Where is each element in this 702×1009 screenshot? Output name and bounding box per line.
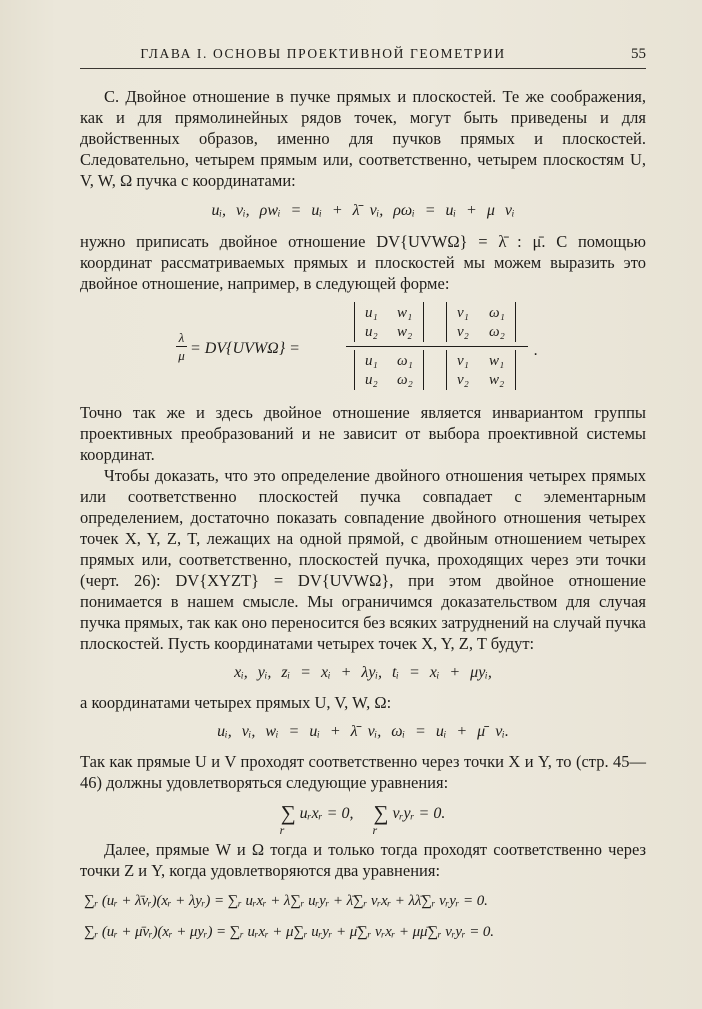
paragraph-cross-ratio-definition: нужно приписать двойное отношение DV{UVWΩ} = λ̄ : μ̄. С помощью координат рассматриваемых прямых и плоскостей мы можем выразить это двойное отношение, например, в следующей форме:: [80, 232, 646, 293]
equation-omega-t: ∑ᵣ (uᵣ + μ̄vᵣ)(xᵣ + μyᵣ) = ∑ᵣ uᵣxᵣ + μ∑ᵣ uᵣyᵣ + μ̄∑ᵣ vᵣxᵣ + μμ̄∑ᵣ vᵣyᵣ = 0.: [84, 924, 494, 940]
formula-point-coordinates: xᵢ, yᵢ, zᵢ = xᵢ + λyᵢ, tᵢ = xᵢ + μyᵢ,: [234, 664, 492, 681]
page-number: 55: [631, 46, 646, 62]
paragraph-proof: Чтобы доказать, что это определение двойного отношения четырех прямых или соответственно плоскостей пучка совпадает с элементарным определением, достаточно показать совпадение двойного отношения четырех точек X, Y, Z, T, лежащих на одной прямой, с двойным отношением четырех прямых или, соответственно, плоскостей пучка, проходящих через эти точки (черт. 26): DV{XYZT} = DV{UVWΩ}, при этом двойное отношение понимается в нашем смысле. Мы ограничимся доказательством для случая пучка прямых, так как оно переносится без всяких затруднений на случай пучка плоскостей. Пусть координатами четырех точек X, Y, Z, T будут:: [80, 466, 646, 653]
page-body: [80, 86, 646, 943]
paragraph-line-coordinates-intro: а координатами четырех прямых U, V, W, Ω:: [80, 693, 392, 712]
formula-line-coordinates: uᵢ, vᵢ, wᵢ = uᵢ + λ̄ vᵢ, ωᵢ = uᵢ + μ̄ vᵢ.: [217, 723, 509, 740]
determinant-top-right: v₁ ω₁ v₂ ω₂: [446, 302, 516, 342]
sigma-symbol: ∑: [280, 801, 296, 825]
determinant-bottom-left: u₁ ω₁ u₂ ω₂: [354, 350, 424, 390]
equation-u-x: uᵣxᵣ = 0,: [299, 805, 354, 822]
paragraph-section-c: C. Двойное отношение в пучке прямых и плоскостей. Те же соображения, как и для прямолинейных рядов точек, могут быть приведены и для двойственных образов, именно для пучков прямых и плоскостей. Следовательно, четырем прямым или, соответственно, четырем плоскостям U, V, W, Ω пучка с координатами:: [80, 87, 646, 190]
determinant-formula: [80, 300, 646, 394]
sigma-symbol: ∑: [373, 801, 389, 825]
determinant-quotient: [346, 300, 528, 392]
paragraph-conditions: Далее, прямые W и Ω тогда и только тогда проходят соответственно через точки Z и Y, когда удовлетворяются два уравнения:: [80, 840, 646, 880]
paragraph-invariance: Точно так же и здесь двойное отношение является инвариантом группы проективных преобразований и не зависит от выбора проективной системы координат.: [80, 403, 646, 464]
formula-period: .: [534, 342, 538, 359]
determinant-bottom-right: v₁ w₁ v₂ w₂: [446, 350, 516, 390]
equation-w-z: ∑ᵣ (uᵣ + λ̄vᵣ)(xᵣ + λyᵣ) = ∑ᵣ uᵣxᵣ + λ∑ᵣ uᵣyᵣ + λ̄∑ᵣ vᵣxᵣ + λλ̄∑ᵣ vᵣyᵣ = 0.: [84, 893, 488, 909]
equation-v-y: vᵣyᵣ = 0.: [392, 805, 446, 822]
fraction-bar: [346, 346, 528, 347]
fraction-numerator: λ: [178, 330, 185, 345]
fraction-denominator: μ: [178, 348, 185, 363]
incidence-equations: ∑r uᵣxᵣ = 0, ∑r vᵣyᵣ = 0.: [279, 801, 446, 837]
formula-pencil-coordinates: uᵢ, vᵢ, ρwᵢ = uᵢ + λ̄ vᵢ, ρωᵢ = uᵢ + μ vᵢ: [211, 202, 515, 219]
ratio-fraction: [176, 330, 187, 363]
determinant-top-left: u₁ w₁ u₂ w₂: [354, 302, 424, 342]
paragraph-incidence: Так как прямые U и V проходят соответственно через точки X и Y, то (стр. 45—46) должны удовлетворяться следующие уравнения:: [80, 752, 646, 792]
running-head: ГЛАВА I. ОСНОВЫ ПРОЕКТИВНОЙ ГЕОМЕТРИИ: [140, 46, 506, 61]
page-header: [80, 44, 646, 69]
cross-ratio-expression: = DV{UVWΩ} =: [190, 340, 300, 357]
